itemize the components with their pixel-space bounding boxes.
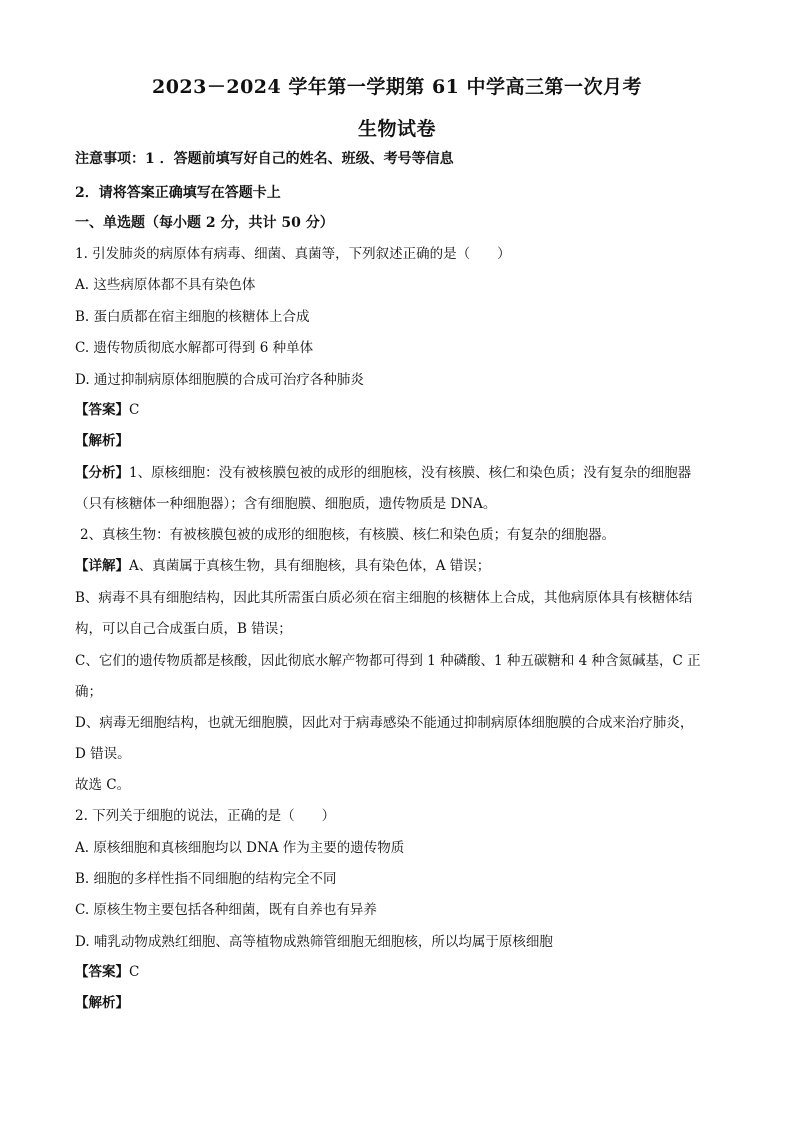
q1-answer-tag: 【答案】	[75, 402, 129, 418]
q1-xiangjie-tag: 【详解】	[75, 558, 129, 574]
q2-option-d: D. 哺乳动物成熟红细胞、高等植物成熟筛管细胞无细胞核，所以均属于原核细胞	[75, 934, 553, 950]
q1-fenxi-1	[75, 464, 720, 482]
exam-subtitle: 生物试卷	[357, 118, 436, 140]
q2-stem: 2. 下列关于细胞的说法，正确的是（ ）	[75, 808, 336, 824]
q1-conclusion: 故选 C。	[75, 777, 131, 793]
q1-option-c: C. 遗传物质彻底水解都可得到 6 种单体	[75, 340, 314, 356]
q1-answer-value: C	[129, 402, 140, 418]
section-title: 一、单选题（每小题 2 分，共计 50 分）	[75, 215, 334, 231]
q1-xiangjie-a	[75, 557, 720, 575]
exam-title: 2023－2024 学年第一学期第 61 中学高三第一次月考	[151, 76, 643, 98]
notice-line-2: 2．请将答案正确填写在答题卡上	[75, 185, 281, 201]
q1-xiangjie-b1: B、病毒不具有细胞结构，因此其所需蛋白质必须在宿主细胞的核糖体上合成，其他病原体具有核糖体结	[75, 590, 693, 606]
q2-answer-tag: 【答案】	[75, 964, 129, 980]
q2-option-c: C. 原核生物主要包括各种细菌，既有自养也有异养	[75, 902, 377, 918]
q2-analysis-label: 【解析】	[75, 995, 129, 1011]
q2-answer-value: C	[129, 964, 140, 980]
q1-option-d: D. 通过抑制病原体细胞膜的合成可治疗各种肺炎	[75, 372, 364, 388]
q1-fenxi-1-text: 1、原核细胞：没有被核膜包被的成形的细胞核，没有核膜、核仁和染色质；没有复杂的细胞器	[129, 465, 692, 481]
q1-fenxi-2: 2、真核生物：有被核膜包被的成形的细胞核，有核膜、核仁和染色质；有复杂的细胞器。	[80, 527, 616, 543]
q1-xiangjie-d1: D、病毒无细胞结构，也就无细胞膜，因此对于病毒感染不能通过抑制病原体细胞膜的合成来治疗肺炎，	[75, 715, 694, 731]
q1-fenxi-1b: （只有核糖体一种细胞器）；含有细胞膜、细胞质，遗传物质是 DNA。	[75, 496, 497, 512]
q1-xiangjie-c2: 确；	[75, 684, 102, 700]
q1-analysis-label: 【解析】	[75, 433, 129, 449]
q1-xiangjie-b2: 构，可以自己合成蛋白质，B 错误；	[75, 621, 292, 637]
notice-line-1: 注意事项：1 ．答题前填写好自己的姓名、班级、考号等信息	[75, 151, 454, 167]
q2-option-a: A. 原核细胞和真核细胞均以 DNA 作为主要的遗传物质	[75, 840, 405, 856]
q1-xiangjie-c1: C、它们的遗传物质都是核酸，因此彻底水解产物都可得到 1 种磷酸、1 种五碳糖和 4 种含氮碱基，C 正	[75, 653, 701, 669]
q2-analysis-tag	[75, 994, 720, 1012]
q1-stem: 1. 引发肺炎的病原体有病毒、细菌、真菌等，下列叙述正确的是（ ）	[75, 246, 511, 262]
q1-xiangjie-d2: D 错误。	[75, 746, 131, 762]
q1-fenxi-tag: 【分析】	[75, 465, 129, 481]
q1-option-a: A. 这些病原体都不具有染色体	[75, 277, 256, 293]
q1-analysis-tag	[75, 432, 720, 450]
q2-answer	[75, 963, 720, 981]
q1-option-b: B. 蛋白质都在宿主细胞的核糖体上合成	[75, 309, 310, 325]
q1-xiangjie-a-text: A、真菌属于真核生物，具有细胞核，具有染色体，A 错误；	[129, 558, 491, 574]
q1-answer	[75, 401, 720, 419]
q2-option-b: B. 细胞的多样性指不同细胞的结构完全不同	[75, 871, 337, 887]
